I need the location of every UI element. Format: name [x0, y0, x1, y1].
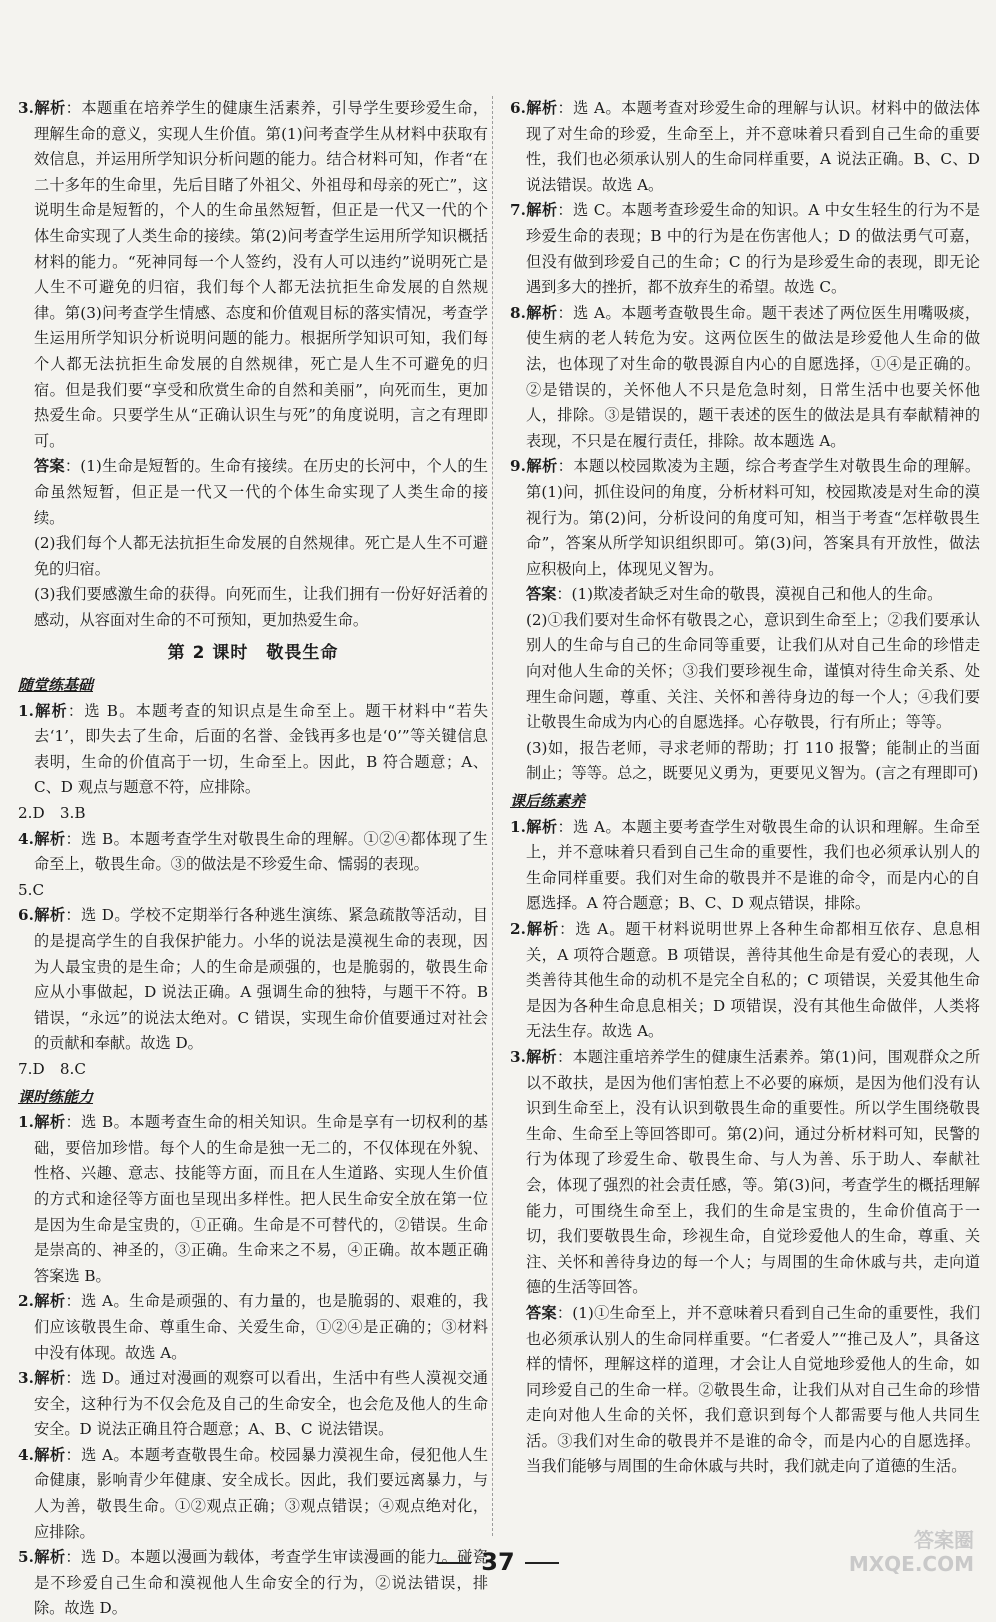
ability-q2: 2.解析：选 A。生命是顽强的、有力量的，也是脆弱的、艰难的，我们应该敬畏生命、尊重生命、关爱生命，①②④是正确的；③材料中没有体现。故选 A。	[18, 1292, 489, 1362]
q9-answer-2: (2)①我们要对生命怀有敬畏之心，意识到生命至上；②我们要承认别人的生命与自己的生命同等重要，让我们从对自己生命的珍惜走向对他人生命的关怀；③我们要珍视生命，谨慎对待生命关系、处理生命问题，尊重、关注、关怀和善待身边的每一个人；④我们要让敬畏生命成为内心的自愿选择。心存敬畏，行有所止；等等。	[525, 610, 980, 732]
literacy-q3: 3.解析：本题注重培养学生的健康生活素养。第(1)问，围观群众之所以不敢扶，是因为他们害怕惹上不必要的麻烦，是因为他们没有认识到生命至上，没有认识到敬畏生命的重要性。所以学生围绕敬畏生命、生命至上等回答即可。第(2)问，通过分析材料可知，民警的行为体现了珍爱生命、敬畏生命、与人为善、乐于助人、奉献社会，体现了强烈的社会责任感，等。第(3)问，考查学生的概括理解能力，可围绕生命至上，我们的生命是宝贵的，生命价值高于一切，我们要敬畏生命，珍视生命，自觉珍爱他人的生命，尊重、关注、关怀和善待身边的每一个人；与周围的生命休戚与共，走向道德的生活等回答。	[510, 1047, 981, 1297]
basic-q2-q3: 2.D 3.B	[18, 804, 86, 823]
literacy-q2: 2.解析：选 A。题干材料说明世界上各种生命都相互依存、息息相关，A 项符合题意。B 项错误，善待其他生命是有爱心的表现，人类善待其他生命的动机不是完全自私的；C 项错误，关爱其他生命是因为各种生命息息相关；D 项错误，没有其他生命做伴，人类将无法生存。故选 A。	[510, 920, 981, 1041]
column-divider	[492, 96, 493, 1536]
right-column	[510, 96, 980, 1480]
section-heading-literacy: 课后练素养	[510, 792, 586, 811]
page-number-dash-right	[525, 1562, 559, 1564]
q3-answer-3: (3)我们要感激生命的获得。向死而生，让我们拥有一份好好活着的感动，从容面对生命的不可预知，更加热爱生命。	[33, 585, 488, 629]
literacy-q3-answer: 答案：(1)①生命至上，并不意味着只看到自己生命的重要性，我们也必须承认别人的生命同样重要。“仁者爱人”“推己及人”，具备这样的情怀，理解这样的道理，才会让人自觉地珍爱他人的生命，如同珍爱自己的生命一样。②敬畏生命，让我们从对自己生命的珍惜走向对他人生命的关怀，我们意识到每个人都需要与他人共同生活。③我们对生命的敬畏并不是谁的命令，而是内心的自愿选择。当我们能够与周围的生命休戚与共时，我们就走向了道德的生活。	[525, 1303, 981, 1476]
section-heading-ability: 课时练能力	[18, 1087, 94, 1106]
ability-q8: 8.解析：选 A。本题考查敬畏生命。题干表述了两位医生用嘴吸痰，使生病的老人转危为安。这两位医生的做法是珍爱他人生命的做法，也体现了对生命的敬畏源自内心的自愿选择，①④是正确的。②是错误的，关怀他人不只是危急时刻，日常生活中也要关怀他人，排除。③是错误的，题干表述的医生的做法是具有奉献精神的表现，不只是在履行责任，排除。故本题选 A。	[510, 303, 981, 450]
ability-q5: 5.解析：选 D。本题以漫画为载体，考查学生审读漫画的能力。碰瓷是不珍爱自己生命和漠视他人生命安全的行为，②说法错误，排除。故选 D。	[18, 1548, 488, 1618]
ability-q6: 6.解析：选 A。本题考查对珍爱生命的理解与认识。材料中的做法体现了对生命的珍爱，生命至上，并不意味着只看到自己生命的重要性，我们也必须承认别人的生命同样重要，A 说法正确。B、C、D 说法错误。故选 A。	[510, 99, 981, 194]
basic-q7-q8: 7.D 8.C	[18, 1059, 86, 1078]
left-column	[18, 96, 488, 1622]
ability-q4: 4.解析：选 A。本题考查敬畏生命。校园暴力漠视生命，侵犯他人生命健康，影响青少年健康、安全成长。因此，我们要远离暴力，与人为善，敬畏生命。①②观点正确；③观点错误；④观点绝对化，应排除。	[18, 1445, 489, 1541]
basic-q1: 1.解析：选 B。本题考查的知识点是生命至上。题干材料中“若失去‘1’，即失去了生命，后面的名誉、金钱再多也是‘0’”等关键信息表明，生命的价值高于一切，生命至上。因此，B 符合题意；A、C、D 观点与题意不符，应排除。	[18, 701, 489, 797]
page-number-dash-left	[437, 1562, 471, 1564]
literacy-q1: 1.解析：选 A。本题主要考查学生对敬畏生命的认识和理解。生命至上，并不意味着只看到自己生命的重要性，我们也必须承认别人的生命同样重要。我们对生命的敬畏并不是谁的命令，而是内心的自愿选择。A 符合题意；B、C、D 观点错误，排除。	[510, 817, 981, 913]
ability-q7: 7.解析：选 C。本题考查珍爱生命的知识。A 中女生轻生的行为不是珍爱生命的表现；B 中的行为是在伤害他人；D 的做法勇气可嘉，但没有做到珍爱自己的生命；C 的行为是珍爱生命的表现，即无论遇到多大的挫折，都不放弃生的希望。故选 C。	[510, 201, 980, 297]
section-heading-basic: 随堂练基础	[18, 676, 94, 695]
basic-q5: 5.C	[18, 880, 45, 899]
q3-explanation: 3.解析：本题重在培养学生的健康生活素养，引导学生要珍爱生命，理解生命的意义，实现人生价值。第(1)问考查学生从材料中获取有效信息，并运用所学知识分析问题的能力。结合材料可知，作者“在二十多年的生命里，先后目睹了外祖父、外祖母和母亲的死亡”，这说明生命是短暂的，个人的生命虽然短暂，但正是一代又一代的个体生命实现了人类生命的接续。第(2)问考查学生运用所学知识概括材料的能力。“死神同每一个人签约，没有人可以违约”说明死亡是人生不可避免的归宿，我们每个人都无法抗拒生命发展的自然规律。第(3)问考查学生情感、态度和价值观目标的落实情况，考查学生运用所学知识分析说明问题的能力。根据所学知识可知，我们每个人都无法抗拒生命发展的自然规律，死亡是人生不可避免的归宿。但是我们要“享受和欣赏生命的自然和美丽”，向死而生，更加热爱生命。只要学生从“正确认识生与死”的角度说明，言之有理即可。	[18, 99, 489, 450]
page-number: 37	[0, 1548, 996, 1576]
ability-q3: 3.解析：选 D。通过对漫画的观察可以看出，生活中有些人漠视交通安全，这种行为不仅会危及自己的生命安全，也会危及他人的生命安全。D 说法正确且符合题意；A、B、C 说法错误。	[18, 1369, 488, 1439]
basic-q6: 6.解析：选 D。学校不定期举行各种逃生演练、紧急疏散等活动，目的是提高学生的自我保护能力。小华的说法是漠视生命的表现，因为人最宝贵的是生命；人的生命是顽强的，也是脆弱的，敬畏生命应从小事做起，D 说法正确。A 强调生命的独特，与题干不符。B 错误，“永远”的说法太绝对。C 错误，实现生命价值要通过对社会的贡献和奉献。故选 D。	[18, 906, 488, 1053]
ability-q9: 9.解析：本题以校园欺凌为主题，综合考查学生对敬畏生命的理解。第(1)问，抓住设问的角度，分析材料可知，校园欺凌是对生命的漠视行为。第(2)问，分析设问的角度可知，相当于考查“怎样敬畏生命”，答案从所学知识组织即可。第(3)问，答案具有开放性，做法应积极向上，体现见义智为。	[510, 457, 981, 578]
q9-answer-3: (3)如，报告老师，寻求老师的帮助；打 110 报警；能制止的当面制止；等等。总之，既要见义勇为，更要见义智为。(言之有理即可)	[525, 738, 980, 783]
lesson-heading: 第 2 课时 敬畏生命	[167, 643, 339, 664]
q3-answer-2: (2)我们每个人都无法抗拒生命发展的自然规律。死亡是人生不可避免的归宿。	[33, 534, 488, 578]
site-watermark: 答案圈 MXQE.COM	[848, 1528, 974, 1576]
ability-q1: 1.解析：选 B。本题考查生命的相关知识。生命是享有一切权利的基础，要倍加珍惜。每个人的生命是独一无二的，不仅体现在外貌、性格、兴趣、意志、技能等方面，而且在人生道路、实现人生价值的方式和途径等方面也呈现出多样性。把人民生命安全放在第一位是因为生命是宝贵的，①正确。生命是不可替代的，②错误。生命是崇高的、神圣的，③正确。生命来之不易，④正确。故本题正确答案选 B。	[18, 1113, 488, 1285]
q9-answer-1: 答案：(1)欺凌者缺乏对生命的敬畏，漠视自己和他人的生命。	[525, 585, 943, 604]
q3-answer-1: 答案：(1)生命是短暂的。生命有接续。在历史的长河中，个人的生命虽然短暂，但正是一代又一代的个体生命实现了人类生命的接续。	[33, 457, 489, 527]
basic-q4: 4.解析：选 B。本题考查学生对敬畏生命的理解。①②④都体现了生命至上，敬畏生命。③的做法是不珍爱生命、懦弱的表现。	[18, 829, 488, 874]
